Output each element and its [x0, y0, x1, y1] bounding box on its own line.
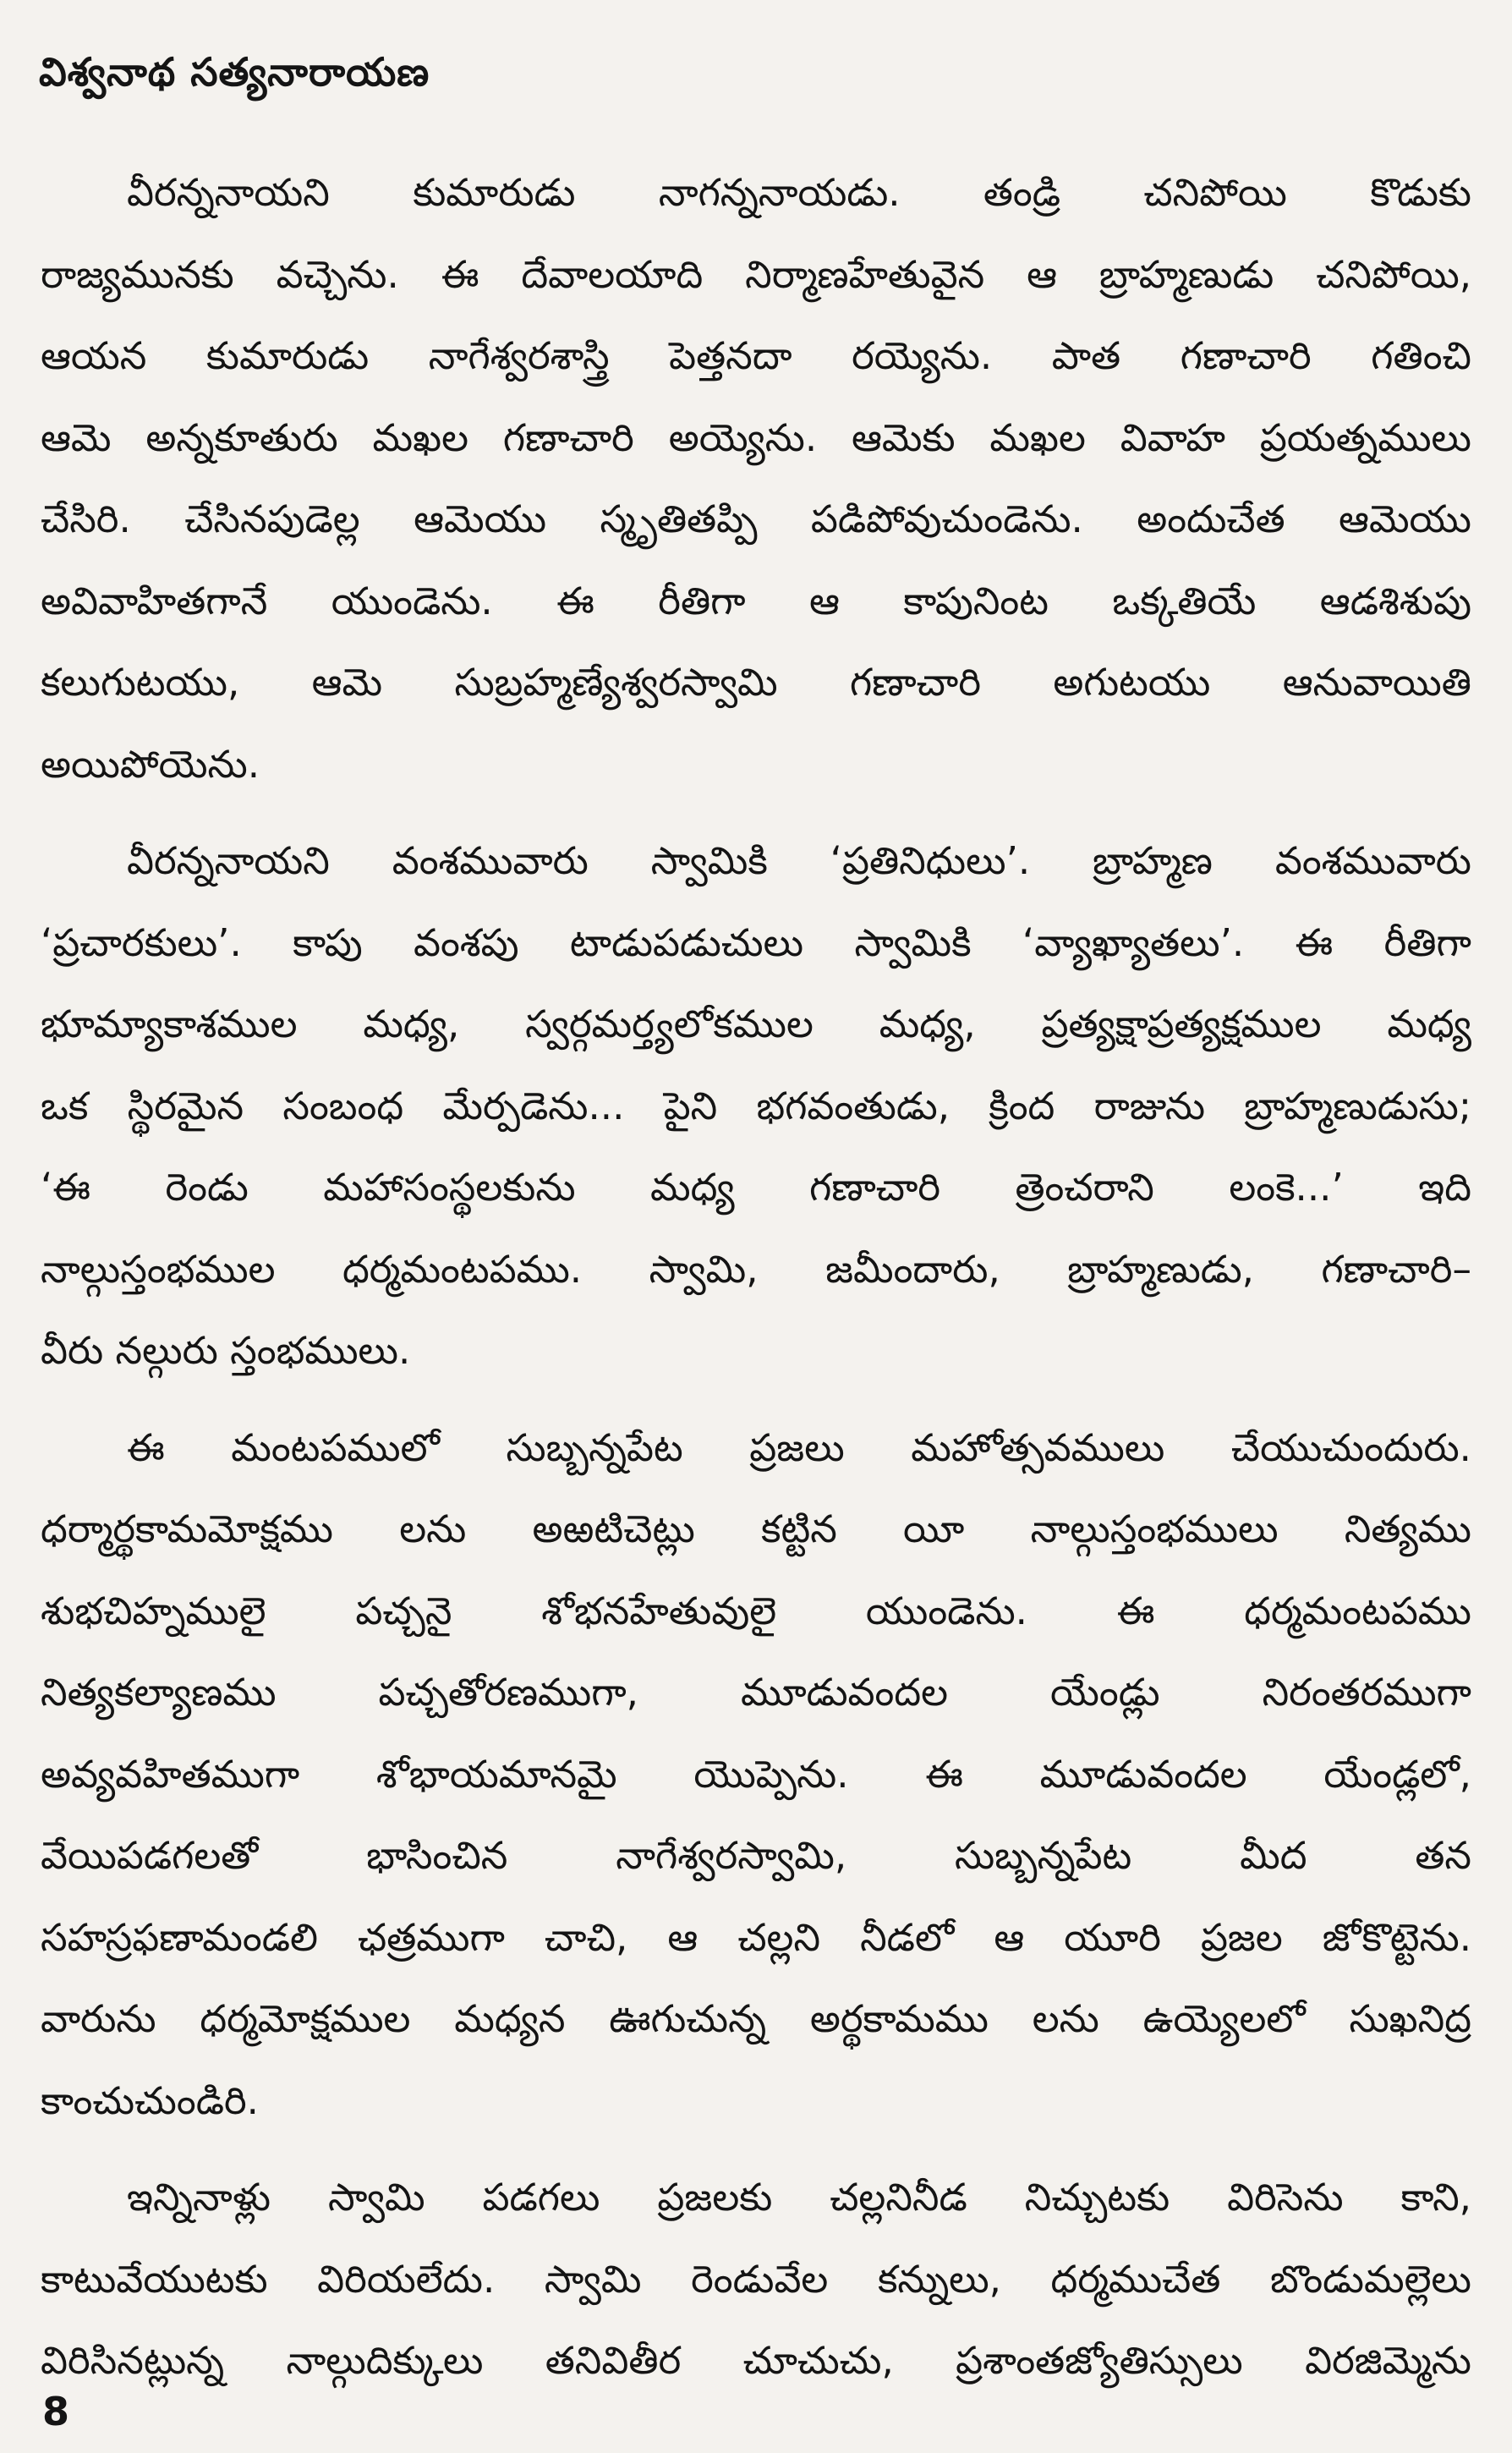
- text-line: కాటువేయుటకు విరియలేదు. స్వామి రెండువేల కన్నులు, ధర్మముచేత బొండుమల్లెలు: [41, 2256, 1471, 2302]
- page-number: 8: [42, 2389, 70, 2434]
- paragraph: [41, 2157, 1471, 2402]
- text-line: ఈ మంటపములో సుబ్బన్నపేట ప్రజలు మహోత్సవములు చేయుచుందురు.: [127, 1424, 1471, 1470]
- text-line: శుభచిహ్నములై పచ్చనై శోభనహేతువులై యుండెను. ఈ ధర్మమంటపము: [41, 1588, 1471, 1633]
- text-line: కలుగుటయు, ఆమె సుబ్రహ్మణ్యేశ్వరస్వామి గణాచారి అగుటయు ఆనువాయితి: [41, 660, 1471, 705]
- text-line: అయిపోయెను.: [41, 741, 260, 787]
- text-line: సహస్రఫణామండలి ఛత్రముగా చాచి, ఆ చల్లని నీడలో ఆ యూరి ప్రజల జోకొట్టెను.: [41, 1914, 1471, 1960]
- text-line: ఇన్నినాళ్లు స్వామి పడగలు ప్రజలకు చల్లనినీడ నిచ్చుటకు విరిసెను కాని,: [127, 2175, 1471, 2220]
- text-line: నాల్గుస్తంభముల ధర్మమంటపము. స్వామి, జమీందారు, బ్రాహ్మణుడు, గణాచారి–: [41, 1246, 1471, 1292]
- text-line: ధర్మార్థకామమోక్షము లను అఱటిచెట్లు కట్టిన యీ నాల్గుస్తంభములు నిత్యము: [41, 1506, 1471, 1551]
- text-line: రాజ్యమునకు వచ్చెను. ఈ దేవాలయాది నిర్మాణహేతువైన ఆ బ్రాహ్మణుడు చనిపోయి,: [41, 251, 1471, 297]
- body-text: [41, 152, 1471, 2417]
- paragraph: [41, 820, 1471, 1392]
- text-line: ఆయన కుమారుడు నాగేశ్వరశాస్త్రి పెత్తనదా రయ్యెను. పాత గణాచారి గతించి: [41, 333, 1471, 378]
- text-line: కాంచుచుండిరి.: [41, 2077, 259, 2123]
- paragraph: [41, 1408, 1471, 2143]
- text-line: అవివాహితగానే యుండెను. ఈ రీతిగా ఆ కాపునింట ఒక్కతియే ఆడశిశుపు: [41, 578, 1471, 623]
- text-line: వేయిపడగలతో భాసించిన నాగేశ్వరస్వామి, సుబ్బన్నపేట మీద తన: [41, 1833, 1471, 1878]
- text-line: వీరు నల్గురు స్తంభములు.: [41, 1328, 411, 1373]
- text-line: భూమ్యాకాశముల మధ్య, స్వర్గమర్త్యలోకముల మధ్య, ప్రత్యక్షాప్రత్యక్షముల మధ్య: [41, 1002, 1471, 1046]
- paragraph: [41, 152, 1471, 805]
- text-line: నిత్యకల్యాణము పచ్చతోరణముగా, మూడువందల యేండ్లు నిరంతరముగా: [41, 1670, 1471, 1715]
- text-line: చేసిరి. చేసినపుడెల్ల ఆమెయు స్మృతితప్పి పడిపోవుచుండెను. అందుచేత ఆమెయు: [41, 497, 1471, 541]
- text-line: ‘ఈ రెండు మహాసంస్థలకును మధ్య గణాచారి త్రెంచరాని లంకె...’ ఇది: [41, 1165, 1471, 1210]
- text-line: ‘ప్రచారకులు’. కాపు వంశపు టాడుపడుచులు స్వామికి ‘వ్యాఖ్యాతలు’. ఈ రీతిగా: [41, 919, 1471, 965]
- text-line: అవ్యవహితముగా శోభాయమానమై యొప్పెను. ఈ మూడువందల యేండ్లలో,: [41, 1751, 1471, 1797]
- text-line: విరిసినట్లున్న నాల్గుదిక్కులు తనివితీర చూచుచు, ప్రశాంతజ్యోతిస్సులు విరజిమ్మెను: [41, 2338, 1471, 2383]
- text-line: వీరన్ననాయని కుమారుడు నాగన్ననాయడు. తండ్రి చనిపోయి కొడుకు: [127, 170, 1471, 215]
- text-line: వీరన్ననాయని వంశమువారు స్వామికి ‘ప్రతినిధులు’. బ్రాహ్మణ వంశమువారు: [127, 838, 1471, 883]
- running-head: విశ్వనాథ సత్యనారాయణ: [39, 49, 430, 95]
- text-line: ఆమె అన్నకూతురు మఖల గణాచారి అయ్యెను. ఆమెకు మఖల వివాహ ప్రయత్నములు: [41, 414, 1471, 460]
- text-line: వారును ధర్మమోక్షముల మధ్యన ఊగుచున్న అర్థకామము లను ఉయ్యెలలో సుఖనిద్ర: [41, 1996, 1471, 2041]
- text-line: ఒక స్థిరమైన సంబంధ మేర్పడెను... పైని భగవంతుడు, క్రింద రాజును బ్రాహ్మణుడుసు;: [41, 1083, 1471, 1128]
